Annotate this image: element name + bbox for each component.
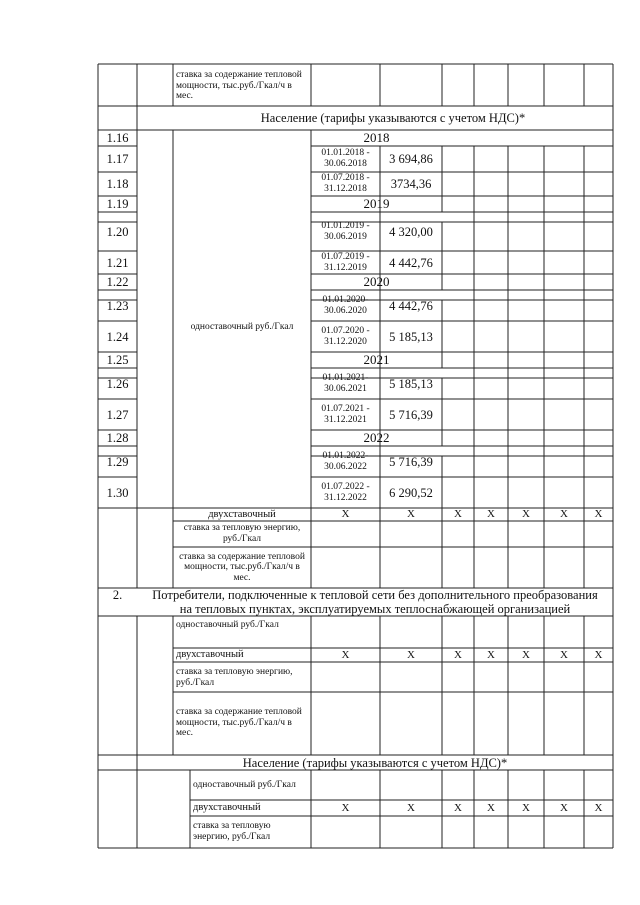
x-mark: X xyxy=(407,648,415,661)
one-rate-label: одноставочный руб./Гкал xyxy=(190,321,294,332)
rate-maintenance-label-top: ставка за содержание тепловой мощности, тыс.руб./Гкал/ч в мес. xyxy=(176,70,302,102)
tariff-value: 5 716,39 xyxy=(389,454,433,469)
tariff-value: 5 185,13 xyxy=(389,329,433,344)
section2-number: 2. xyxy=(112,588,123,602)
tariff-value: 4 320,00 xyxy=(389,224,433,239)
tariff-value: 4 442,76 xyxy=(389,298,433,313)
row-number: 1.21 xyxy=(106,255,129,270)
row-number: 1.18 xyxy=(106,177,129,191)
rate-energy-label-s3: ставка за тепловую энергию, руб./Гкал xyxy=(193,821,271,842)
section2-title-line2: на тепловых пунктах, эксплуатируемых теплоснабжающей организацией xyxy=(179,602,571,616)
x-mark: X xyxy=(487,648,495,661)
x-mark: X xyxy=(522,508,530,521)
tariff-value: 4 442,76 xyxy=(389,255,433,270)
period-label: 01.01.2022- 30.06.2022 xyxy=(322,450,369,472)
row-number: 1.27 xyxy=(106,407,129,422)
tariff-value: 3734,36 xyxy=(390,177,432,191)
x-mark: X xyxy=(594,801,603,814)
period-label: 01.01.2018 - 30.06.2018 xyxy=(321,148,370,169)
row-number: 1.29 xyxy=(106,454,129,469)
x-mark: X xyxy=(487,508,495,521)
row-number: 1.30 xyxy=(106,485,129,500)
row-number: 1.26 xyxy=(106,376,129,391)
rate-maintenance-label-s2: ставка за содержание тепловой мощности, тыс.руб./Гкал/ч в мес. xyxy=(176,707,302,739)
two-rate-label: двухставочный xyxy=(208,508,276,520)
year-label: 2018 xyxy=(363,129,390,145)
row-number: 1.17 xyxy=(106,152,129,166)
row-number: 1.19 xyxy=(106,197,129,211)
year-label: 2020 xyxy=(363,273,390,289)
x-mark: X xyxy=(454,648,462,661)
period-label: 01.07.2021 - 31.12.2021 xyxy=(321,403,370,425)
rate-energy-label: ставка за тепловую энергию, руб./Гкал xyxy=(183,523,301,544)
tariff-value: 5 716,39 xyxy=(389,407,433,422)
year-label: 2021 xyxy=(363,351,390,367)
period-label: 01.01.2020- 30.06.2020 xyxy=(322,294,369,316)
population-header: Население (тарифы указываются с учетом НДС)* xyxy=(260,111,526,125)
tariff-value: 6 290,52 xyxy=(389,485,433,500)
x-mark: X xyxy=(341,648,350,661)
row-number: 1.25 xyxy=(106,353,129,367)
x-mark: X xyxy=(522,801,530,814)
x-mark: X xyxy=(487,801,495,814)
year-label: 2019 xyxy=(363,195,390,211)
one-rate-label-s2: одноставочный руб./Гкал xyxy=(176,619,279,630)
row-number: 1.16 xyxy=(106,131,129,145)
rate-maintenance-label: ставка за содержание тепловой мощности, тыс.руб./Гкал/ч в мес. xyxy=(179,551,305,583)
period-label: 01.01.2021- 30.06.2021 xyxy=(322,372,369,394)
x-mark: X xyxy=(454,801,462,814)
period-label: 01.07.2018 - 31.12.2018 xyxy=(321,173,370,194)
year-label: 2022 xyxy=(363,429,390,445)
x-mark: X xyxy=(560,508,568,521)
population-header-2: Население (тарифы указываются с учетом НДС)* xyxy=(242,755,508,770)
two-rate-label-s3: двухставочный xyxy=(193,802,261,814)
period-label: 01.07.2020 - 31.12.2020 xyxy=(321,325,370,347)
x-mark: X xyxy=(407,801,415,814)
x-mark: X xyxy=(522,648,530,661)
two-rate-label-s2: двухставочный xyxy=(176,649,244,661)
period-label: 01.01.2019 - 30.06.2019 xyxy=(321,220,370,242)
x-mark: X xyxy=(594,508,603,521)
period-label: 01.07.2019 - 31.12.2019 xyxy=(321,251,370,273)
x-mark: X xyxy=(341,508,350,521)
row-number: 1.24 xyxy=(106,329,129,344)
row-number: 1.23 xyxy=(106,298,129,313)
x-mark: X xyxy=(407,508,415,521)
x-mark: X xyxy=(560,648,568,661)
row-number: 1.20 xyxy=(106,224,129,239)
one-rate-label-s3: одноставочный руб./Гкал xyxy=(193,780,296,791)
x-mark: X xyxy=(341,801,350,814)
row-number: 1.28 xyxy=(106,431,129,445)
x-mark: X xyxy=(560,801,568,814)
row-number: 1.22 xyxy=(106,275,129,289)
rate-energy-label-s2: ставка за тепловую энергию, руб./Гкал xyxy=(176,666,293,688)
x-mark: X xyxy=(454,508,462,521)
section2-title-line1: Потребители, подключенные к тепловой сети без дополнительного преобразования xyxy=(152,588,598,602)
tariff-value: 3 694,86 xyxy=(389,152,433,166)
period-label: 01.07.2022 - 31.12.2022 xyxy=(321,481,370,503)
tariff-value: 5 185,13 xyxy=(389,376,433,391)
x-mark: X xyxy=(594,648,603,661)
